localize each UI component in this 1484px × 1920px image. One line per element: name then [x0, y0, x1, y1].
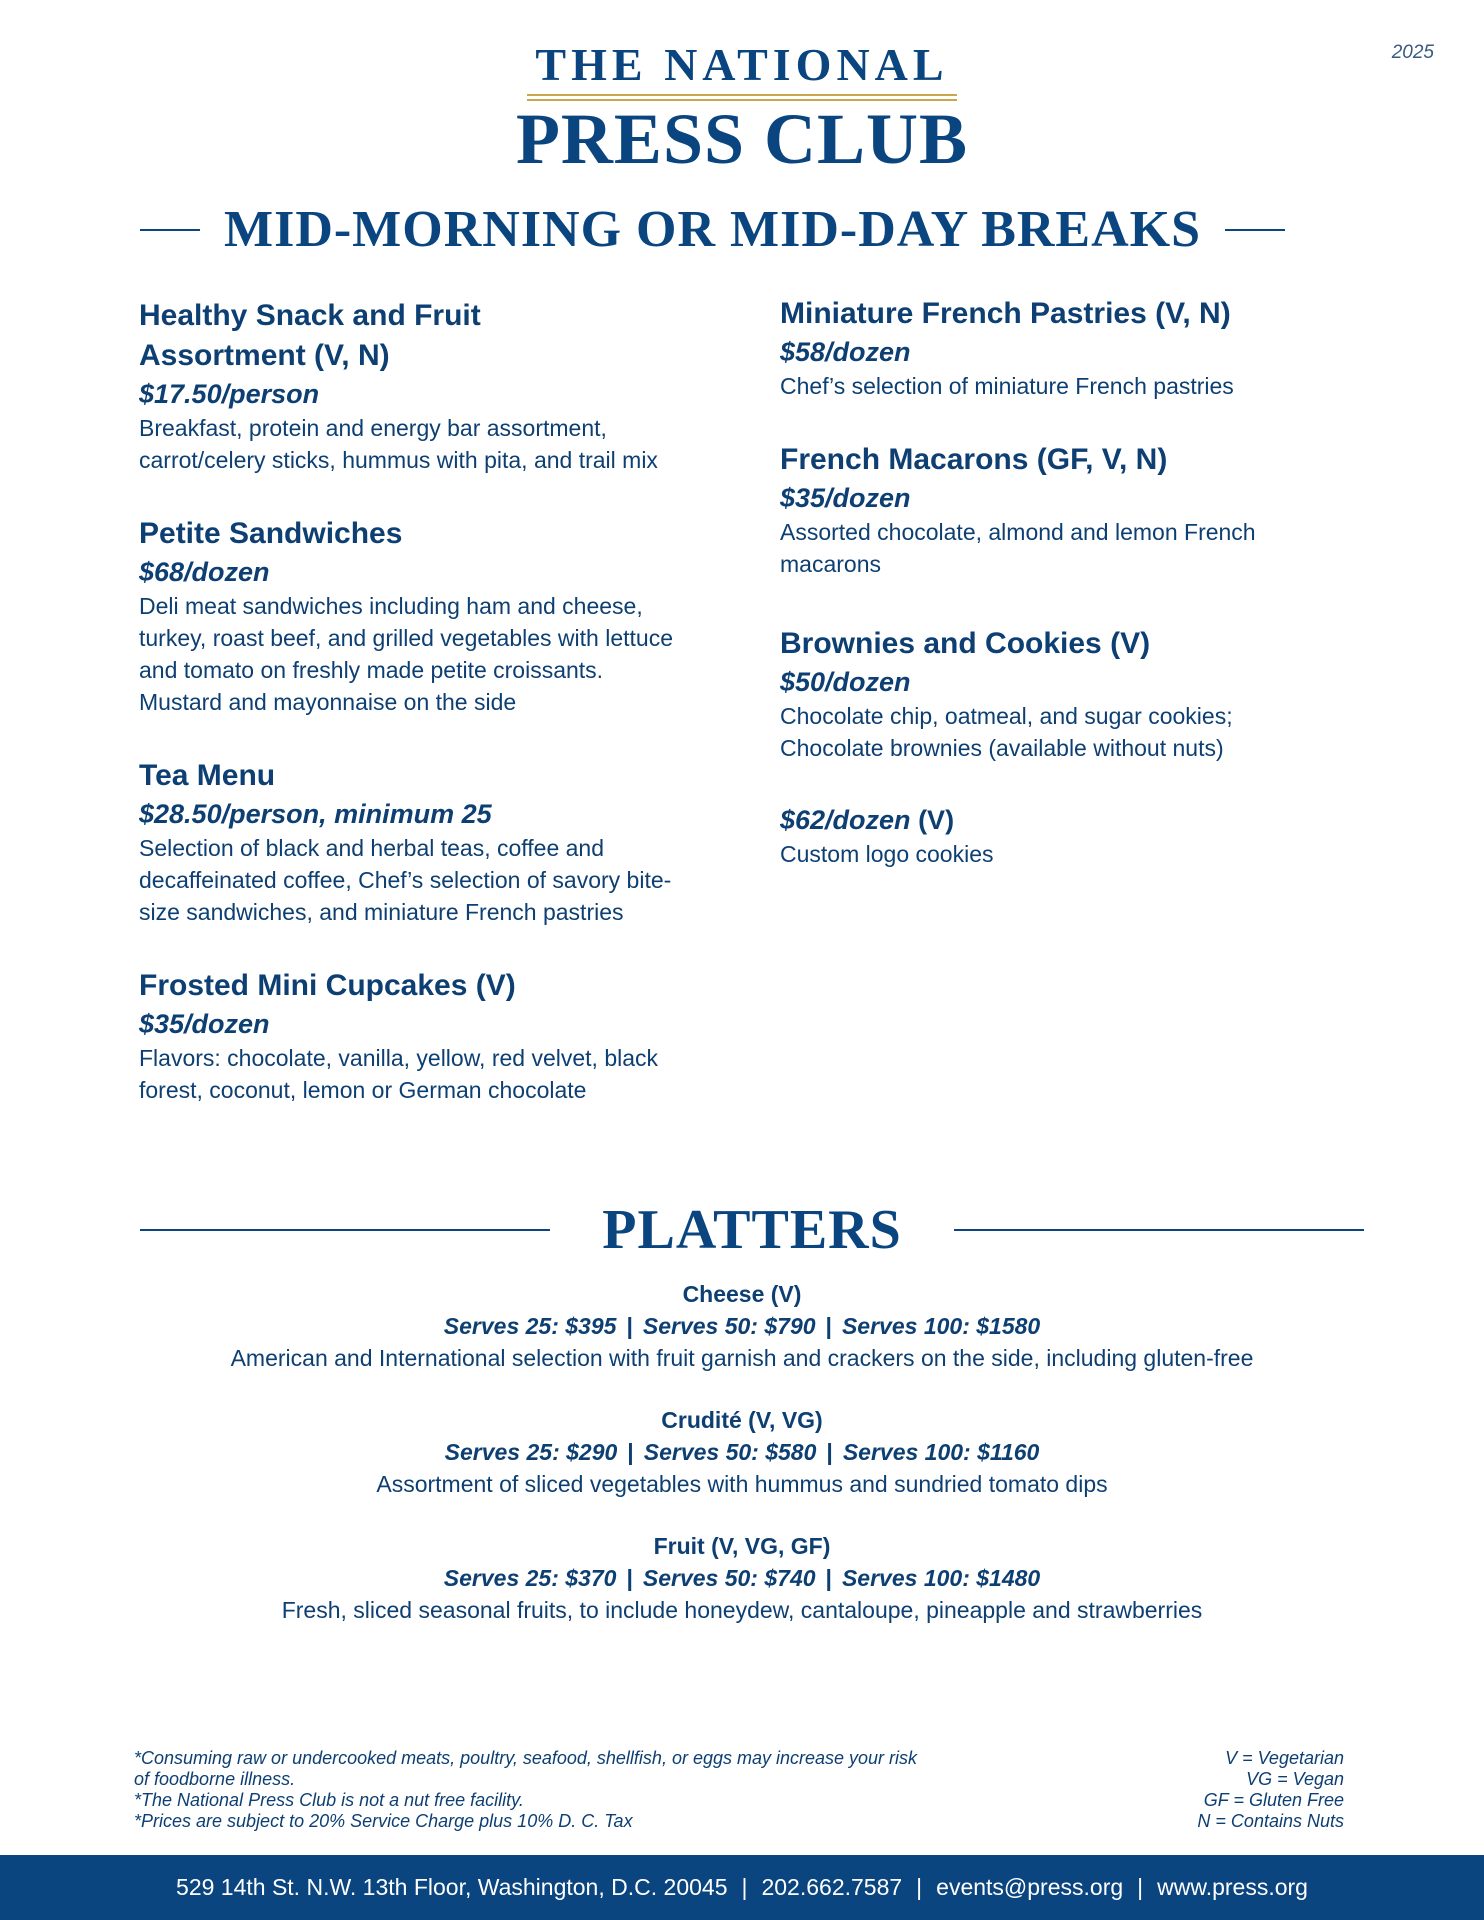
title-rule-left — [140, 229, 200, 231]
price-separator: | — [826, 1439, 833, 1465]
platters-list — [0, 1278, 1484, 1656]
item-price: $58/dozen — [780, 337, 911, 367]
price-serves-100: Serves 100: $1160 — [842, 1439, 1040, 1465]
price-serves-50: Serves 50: $790 — [642, 1313, 816, 1339]
breaks-left-column — [139, 296, 709, 1144]
item-name: Healthy Snack and Fruit Assortment (V, N) — [139, 299, 481, 372]
item-description: Chocolate chip, oatmeal, and sugar cookies; Chocolate brownies (available without nuts) — [780, 703, 1233, 761]
note-line: *The National Press Club is not a nut free facility. — [134, 1790, 524, 1810]
breaks-title-text: MID-MORNING OR MID-DAY BREAKS — [224, 201, 1202, 258]
dietary-legend — [1197, 1748, 1344, 1832]
platter-item — [0, 1278, 1484, 1374]
menu-item — [139, 296, 709, 476]
item-name: Brownies and Cookies (V) — [780, 627, 1151, 660]
note-line: *Consuming raw or undercooked meats, poultry, seafood, shellfish, or eggs may increase your risk of foodborne illness. — [134, 1748, 918, 1789]
platter-description: American and International selection with fruit garnish and crackers on the side, including gluten-free — [230, 1345, 1254, 1371]
price-serves-50: Serves 50: $580 — [643, 1439, 817, 1465]
platter-item — [0, 1530, 1484, 1626]
price-serves-25: Serves 25: $395 — [443, 1313, 617, 1339]
title-rule-right — [954, 1229, 1364, 1231]
logo-line2: PRESS CLUB — [515, 99, 969, 179]
price-separator: | — [825, 1565, 832, 1591]
price-separator: | — [627, 1439, 634, 1465]
price-separator: | — [626, 1313, 633, 1339]
platter-prices — [0, 1436, 1484, 1468]
title-rule-right — [1225, 229, 1285, 231]
item-description: Flavors: chocolate, vanilla, yellow, red velvet, black forest, coconut, lemon or German chocolate — [139, 1045, 659, 1103]
logo-line1: THE NATIONAL — [535, 39, 949, 90]
footer-phone[interactable]: 202.662.7587 — [761, 1874, 903, 1900]
menu-item — [139, 756, 709, 928]
title-rule-left — [140, 1229, 550, 1231]
breaks-right-column — [780, 294, 1350, 908]
item-description: Breakfast, protein and energy bar assortment, carrot/celery sticks, hummus with pita, and trail mix — [139, 415, 658, 473]
platter-prices — [0, 1310, 1484, 1342]
menu-item — [780, 624, 1350, 764]
item-diet-tag: (V) — [918, 805, 955, 835]
disclaimer-notes — [134, 1748, 934, 1832]
footer-email-link[interactable]: events@press.org — [936, 1874, 1124, 1900]
item-description: Chef’s selection of miniature French pastries — [780, 373, 1234, 399]
legend-line: GF = Gluten Free — [1203, 1790, 1344, 1810]
price-separator: | — [626, 1565, 633, 1591]
price-serves-50: Serves 50: $740 — [642, 1565, 816, 1591]
legend-line: N = Contains Nuts — [1197, 1811, 1344, 1831]
press-club-logo — [0, 40, 1484, 177]
platter-name: Crudité (V, VG) — [661, 1407, 823, 1433]
menu-item — [139, 966, 709, 1106]
note-line: *Prices are subject to 20% Service Charge plus 10% D. C. Tax — [134, 1811, 633, 1831]
price-separator: | — [825, 1313, 832, 1339]
footer-bar — [0, 1855, 1484, 1920]
item-description: Selection of black and herbal teas, coffee and decaffeinated coffee, Chef’s selection of savory bite-size sandwiches, and miniature French pastries — [139, 835, 672, 925]
footer-separator: | — [916, 1874, 923, 1900]
item-name: Petite Sandwiches — [139, 517, 403, 550]
footer-address: 529 14th St. N.W. 13th Floor, Washington, D.C. 20045 — [176, 1874, 728, 1900]
menu-item — [139, 514, 709, 718]
platter-description: Fresh, sliced seasonal fruits, to include honeydew, cantaloupe, pineapple and strawberries — [281, 1597, 1203, 1623]
platter-item — [0, 1404, 1484, 1500]
item-name: Miniature French Pastries (V, N) — [780, 297, 1231, 330]
item-price: $35/dozen — [780, 483, 911, 513]
menu-item — [780, 294, 1350, 402]
footer-website-link[interactable]: www.press.org — [1157, 1874, 1308, 1900]
item-name: Tea Menu — [139, 759, 276, 792]
item-price: $35/dozen — [139, 1009, 270, 1039]
footer-separator: | — [1137, 1874, 1144, 1900]
item-name: French Macarons (GF, V, N) — [780, 443, 1168, 476]
platter-description: Assortment of sliced vegetables with hummus and sundried tomato dips — [376, 1471, 1108, 1497]
item-price: $68/dozen — [139, 557, 270, 587]
price-serves-100: Serves 100: $1580 — [841, 1313, 1041, 1339]
item-price: $17.50/person — [139, 379, 320, 409]
legend-line: VG = Vegan — [1246, 1769, 1344, 1789]
item-price: $28.50/person, minimum 25 — [139, 799, 492, 829]
item-name: Frosted Mini Cupcakes (V) — [139, 969, 516, 1002]
platter-name: Cheese (V) — [682, 1281, 802, 1307]
menu-item-logo-cookies — [780, 802, 1350, 870]
year-label: 2025 — [1391, 42, 1434, 63]
legend-line: V = Vegetarian — [1225, 1748, 1344, 1768]
platters-section-title — [140, 1198, 1364, 1262]
platters-title-text: PLATTERS — [602, 1199, 902, 1261]
item-price: $50/dozen — [780, 667, 911, 697]
item-description: Deli meat sandwiches including ham and cheese, turkey, roast beef, and grilled vegetables with lettuce and tomato on freshly made petite croissants. Mustard and mayonnaise on the side — [139, 593, 673, 715]
breaks-section-title — [140, 200, 1364, 259]
item-description: Custom logo cookies — [780, 841, 994, 867]
item-description: Assorted chocolate, almond and lemon French macarons — [780, 519, 1256, 577]
platter-prices — [0, 1562, 1484, 1594]
item-price-value: $62/dozen — [780, 805, 911, 835]
price-serves-25: Serves 25: $370 — [443, 1565, 617, 1591]
price-serves-25: Serves 25: $290 — [444, 1439, 618, 1465]
menu-item — [780, 440, 1350, 580]
platter-name: Fruit (V, VG, GF) — [653, 1533, 831, 1559]
footer-separator: | — [741, 1874, 748, 1900]
item-price — [780, 802, 1350, 838]
price-serves-100: Serves 100: $1480 — [841, 1565, 1041, 1591]
